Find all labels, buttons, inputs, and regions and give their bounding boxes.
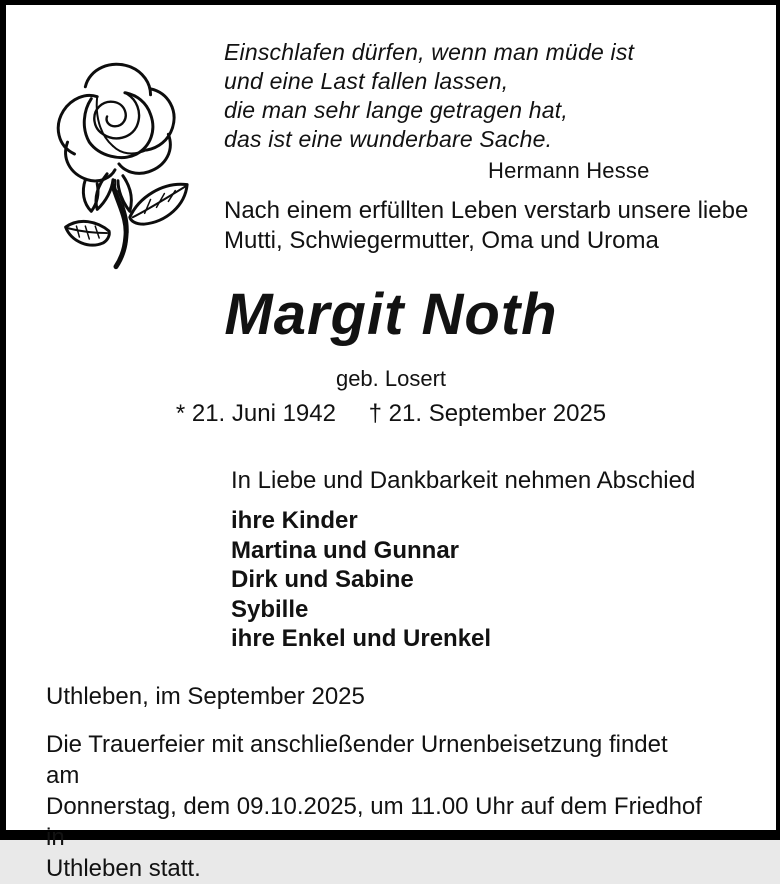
intro-text (224, 196, 748, 256)
quote-line: und eine Last fallen lassen, (224, 68, 509, 94)
mourner-item: ihre Kinder (231, 507, 358, 534)
mourner-item: Sybille (231, 595, 309, 623)
deceased-birth-name: geb. Losert (335, 366, 447, 391)
rose-icon (30, 35, 198, 273)
quote-line: das ist eine wunderbare Sache. (224, 126, 553, 152)
ceremony-line: Donnerstag, dem 09.10.2025, um 11.00 Uhr auf dem Friedhof in (46, 793, 702, 851)
footer (46, 682, 706, 884)
quote-line: Einschlafen dürfen, wenn man müde ist (224, 39, 635, 65)
quote-line: die man sehr lange getragen hat, (224, 97, 568, 123)
quote-attribution: Hermann Hesse (488, 158, 650, 183)
deceased-name: Margit Noth (224, 282, 558, 347)
memorial-quote (224, 38, 650, 185)
life-dates (6, 400, 776, 428)
mourner-item: Dirk und Sabine (231, 566, 414, 593)
birth-date: * 21. Juni 1942 (175, 400, 336, 427)
intro-line: Mutti, Schwiegermutter, Oma und Uroma (224, 227, 659, 254)
mourners-list (231, 506, 491, 654)
mourner-item: ihre Enkel und Urenkel (231, 625, 492, 652)
intro-line: Nach einem erfüllten Leben verstarb unsere liebe (224, 197, 749, 224)
ceremony-line: Die Trauerfeier mit anschließender Urnenbeisetzung findet am (46, 731, 668, 789)
death-date: † 21. September 2025 (368, 400, 607, 427)
place-and-date: Uthleben, im September 2025 (46, 683, 365, 710)
mourner-item: Martina und Gunnar (231, 536, 459, 564)
farewell-heading: In Liebe und Dankbarkeit nehmen Abschied (231, 467, 696, 494)
ceremony-info (46, 729, 706, 884)
ceremony-line: Uthleben statt. (46, 855, 201, 882)
